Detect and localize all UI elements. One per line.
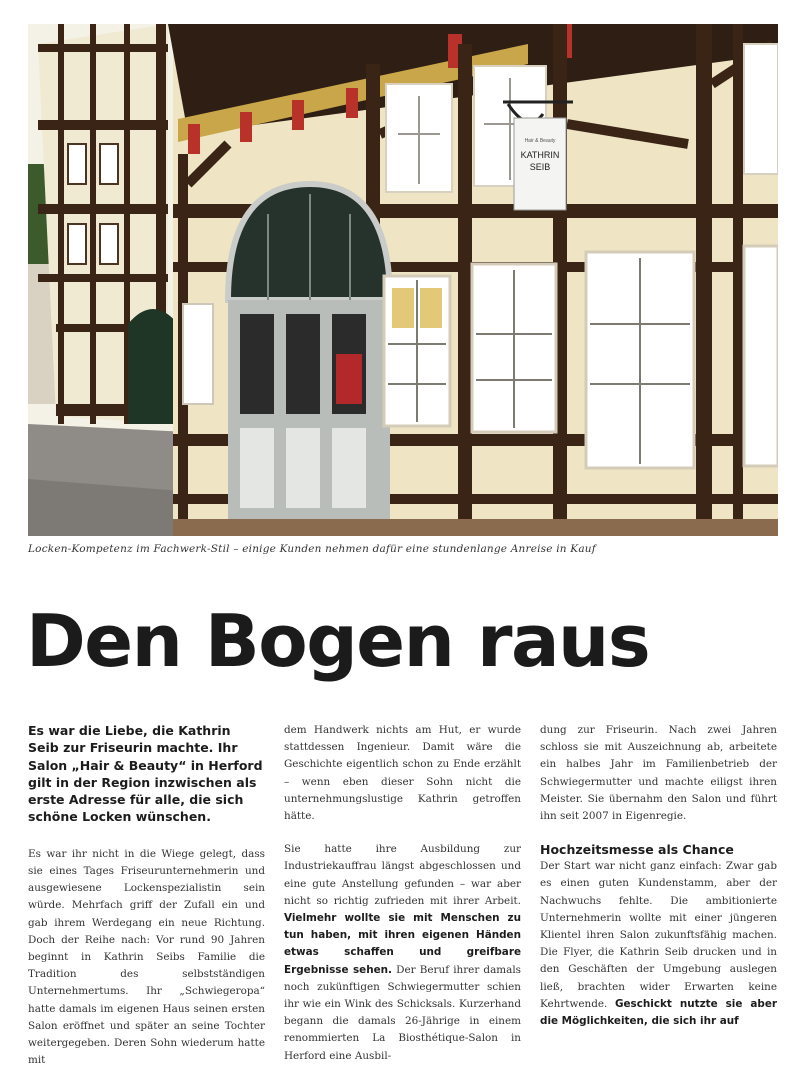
article-column-2 [284, 722, 521, 1065]
body-text: Der Beruf ihrer damals noch zukünftigen Schwiegermutter schien ihr wie ein Wink des Schicksals. Kurzerhand begann die damals 26-Jährige in einem renommierten La Biosthétique-Salon in Herford eine Ausbil- [284, 963, 521, 1062]
photo-caption: Locken-Kompetenz im Fachwerk-Stil – einige Kunden nehmen dafür eine stundenlange Anreise in Kauf [28, 543, 596, 555]
sign-name-line2: SEIB [529, 162, 551, 172]
sign-name-line1: KATHRIN [520, 150, 560, 160]
body-paragraph: Es war ihr nicht in die Wiege gelegt, dass sie eines Tages Friseurunternehmerin und ausgewiesene Lockenspezialistin sein würde. Mehrfach griff der Zufall ein und gab ihrem Werdegang ein neue Richtung. Doch der Reihe nach: Vor rund 90 Jahren beginnt in Kathrin Seibs Familie die Tradition des selbstständigen Unternehmertums. Ihr „Schwiegeropa“ hatte damals im eigenen Haus seinen ersten Salon eröffnet und später an seine Tochter weitergegeben. Deren Sohn wiederum hatte mit [28, 847, 265, 1067]
highlighted-text: Vielmehr wollte sie mit Menschen zu tun haben, mit ihren eigenen Händen etwas schaffen und greifbare Ergebnisse sehen. [284, 912, 521, 976]
body-text: Sie hatte ihre Ausbildung zur Industriekauffrau längst abgeschlossen und eine gute Anstellung gefunden – war aber nicht so richtig zufrieden mit ihrer Arbeit. [284, 843, 521, 907]
article-subheading: Hochzeitsmesse als Chance [540, 842, 734, 858]
highlighted-text: Geschickt nutzte sie aber die Möglichkeiten, die sich ihr auf [540, 997, 777, 1028]
article-column-1 [28, 722, 265, 1069]
body-text: Der Start war nicht ganz einfach: Zwar gab es einen guten Kundenstamm, aber der Nachwuchs fehlte. Die ambitionierte Unternehmerin wollte mit einer jüngeren Klientel ihren Salon zukunftsfähig machen. Die Flyer, die Kathrin Seib drucken und in den Geschäften der Umgebung auslegen ließ, brachten wider Erwarten keine Kehrtwende. [540, 860, 777, 1010]
article-column-3 [540, 722, 777, 1030]
body-paragraph: dem Handwerk nichts am Hut, er wurde stattdessen Ingenieur. Damit wäre die Geschichte eigentlich schon zu Ende erzählt – wenn eben dieser Sohn nicht die unternehmungslustige Kathrin getroffen hätte. [284, 724, 521, 823]
article-headline: Den Bogen raus [26, 599, 650, 683]
body-paragraph [284, 841, 521, 1065]
sign-small-text: Hair & Beauty [524, 138, 556, 144]
body-paragraph [540, 858, 777, 1030]
article-lead: Es war die Liebe, die Kathrin Seib zur Friseurin machte. Ihr Salon „Hair & Beauty“ in Herford gilt in der Region inzwischen als erste Adresse für alle, die sich schöne Locken wünschen. [28, 723, 263, 825]
body-paragraph: dung zur Friseurin. Nach zwei Jahren schloss sie mit Auszeichnung ab, arbeitete ein halbes Jahr im Familienbetrieb der Schwiegermutter und machte eiligst ihren Meister. Sie übernahm den Salon und führt ihn seit 2007 in Eigenregie. [540, 724, 777, 823]
article-photo [28, 24, 778, 536]
